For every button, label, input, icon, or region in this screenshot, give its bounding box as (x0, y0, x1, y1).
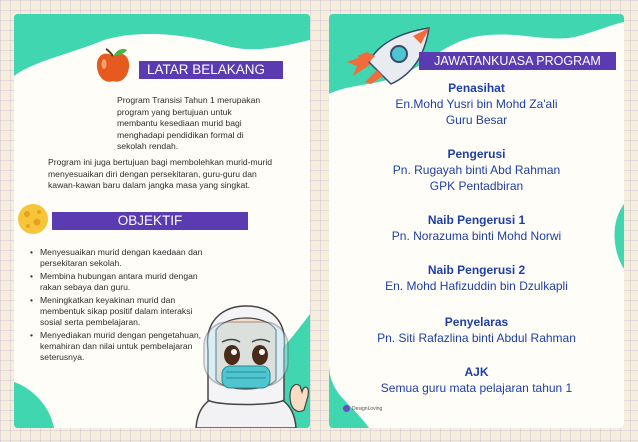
logo-icon (343, 405, 350, 412)
right-panel (329, 14, 624, 428)
committee-role: Pengerusi (447, 147, 506, 161)
committee-member: Semua guru mata pelajaran tahun 1 (380, 381, 573, 395)
objektif-heading: OBJEKTIF (52, 212, 248, 230)
latar-belakang-heading: LATAR BELAKANG (139, 61, 283, 79)
committee-entry (329, 262, 624, 294)
committee-member: En.Mohd Yusri bin Mohd Za'ali (395, 97, 558, 111)
left-panel (14, 14, 310, 428)
committee-entry (329, 80, 624, 128)
apple-icon (94, 46, 132, 86)
committee-role: Naib Pengerusi 1 (427, 213, 526, 227)
objective-text: Menyesuaikan murid dengan kaedaan dan persekitaran sekolah. (40, 247, 203, 268)
teacher-illustration (186, 300, 310, 428)
list-item: • Membina hubungan antara murid dengan rakan sebaya dan guru. (30, 271, 198, 292)
committee-position: GPK Pentadbiran (429, 179, 524, 193)
committee-entry (329, 364, 624, 396)
list-item: • Menyesuaikan murid dengan kaedaan dan persekitaran sekolah. (30, 247, 203, 268)
objective-text: Meningkatkan keyakinan murid dan membentuk sikap positif dalam interaksi sosial serta pembelajaran. (40, 295, 193, 327)
committee-position: Guru Besar (445, 113, 508, 127)
list-item: • Menyediakan murid dengan pengetahuan, kemahiran dan nilai untuk pembelajaran seterusnya. (30, 330, 202, 362)
objective-list (28, 247, 210, 365)
intro-paragraph: Program Transisi Tahun 1 merupakan program yang bertujuan untuk membantu kesediaan murid bagi menghadapi pendidikan formal di sekolah rendah. (117, 95, 261, 151)
objective-text: Menyediakan murid dengan pengetahuan, kemahiran dan nilai untuk pembelajaran seterusnya. (40, 330, 202, 362)
list-item: • Meningkatkan keyakinan murid dan membentuk sikap positif dalam interaksi sosial serta pembelajaran. (30, 295, 193, 327)
objective-text: Membina hubungan antara murid dengan rakan sebaya dan guru. (40, 271, 198, 292)
committee-member: Pn. Siti Rafazlina binti Abdul Rahman (377, 331, 576, 345)
committee-entry (329, 146, 624, 194)
footer-logo-text: DesignLoving (352, 405, 383, 412)
committee-role: Naib Pengerusi 2 (427, 263, 526, 277)
committee-role: Penasihat (448, 81, 505, 95)
cheese-icon (14, 202, 52, 236)
committee-member: En. Mohd Hafizuddin bin Dzulkapli (385, 279, 568, 293)
committee-role: Penyelaras (444, 315, 509, 329)
committee-member: Pn. Norazuma binti Mohd Norwi (391, 229, 562, 243)
jawatankuasa-heading: JAWATANKUASA PROGRAM (419, 52, 616, 70)
committee-role: AJK (464, 365, 489, 379)
committee-member: Pn. Rugayah binti Abd Rahman (392, 163, 561, 177)
committee-entry (329, 314, 624, 346)
committee-entry (329, 212, 624, 244)
purpose-paragraph: Program ini juga bertujuan bagi membolehkan murid-murid menyesuaikan diri dengan persekitaran, guru-guru dan kawan-kawan baru dalam jangka masa yang singkat. (48, 157, 273, 190)
footer-logo (343, 405, 382, 412)
